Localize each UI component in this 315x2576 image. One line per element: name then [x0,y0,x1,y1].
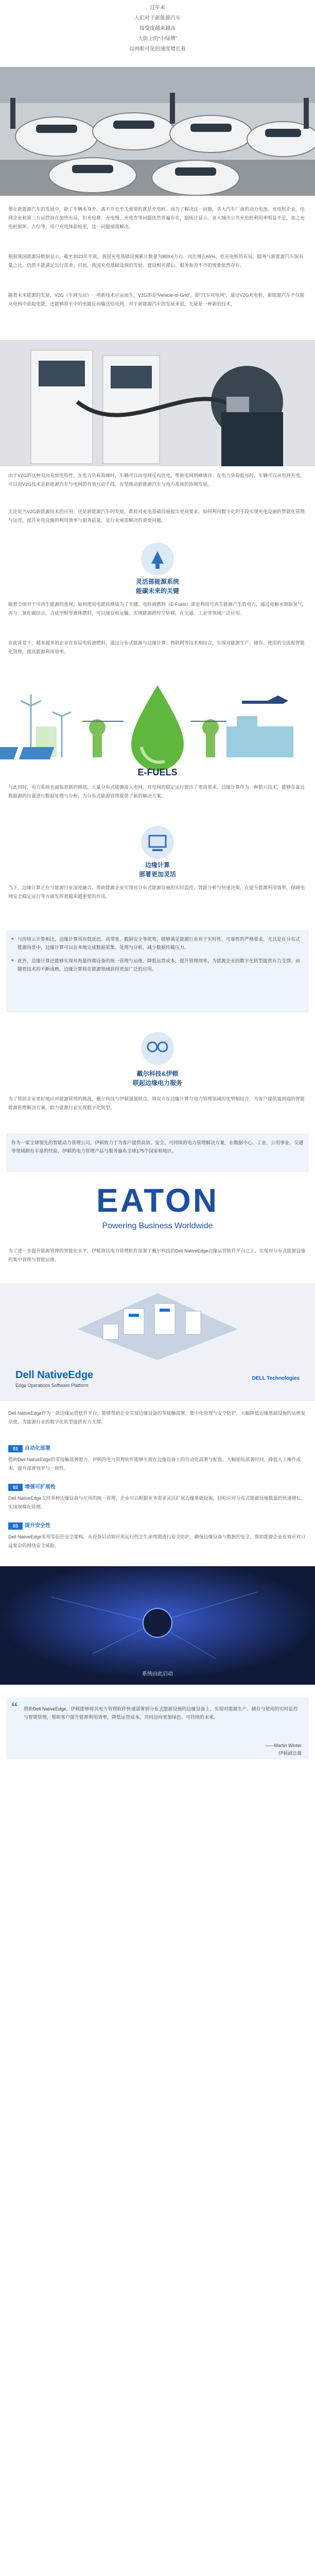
efuels-label: E-FUELS [137,767,178,777]
eaton-logo-text: EATON [96,1182,219,1219]
partnership-icon [137,1030,178,1066]
info-card [6,930,309,1012]
section-heading [0,577,315,596]
charging-station-photo [0,340,315,466]
ev-parking-photo [0,67,315,196]
eaton-logo [0,1180,315,1242]
intro-line: 大街上的“小绿牌” [137,36,178,42]
feature-title: 提升安全性 [25,1523,50,1529]
paragraph: 无论是当V2G新能源技术的应用，还是新能源汽车的发展，都将对充电基础设施提出更高要求，如何利用数字化的手段实现充电设施的智能化管理与运营，提升充电设施的利用效率与服务质量，是行业亟需解决的重要问题。 [8,509,305,523]
ev-parking-illustration [0,67,315,196]
video-player[interactable] [0,1566,315,1685]
video-caption: 系统由此启动 [142,1671,173,1677]
eaton-tagline: Powering Business Worldwide [102,1222,213,1230]
paragraph: 当下，边缘计算正在与能源行业深度融合，帮助能源企业实现对分布式能源设施的实时监控、智能分析与快速决策，在提升能源利用效率、保障电网安全稳定运行等方面发挥着越来越重要的作用。 [8,885,305,899]
feature-text: Dell NativeEdge采用零信任安全架构，从设备启动到应用运行的全生命周期进行安全防护，确保边缘设备与数据的安全，帮助能源企业有效应对日益复杂的网络安全威胁。 [8,1534,306,1548]
paragraph: 要在新能源汽车的发展中，除了车辆本身外，离不开也至关重要的就是充电桩。而为了解决这一问题，各大汽车厂商的动力电池、充电桩企业，电网企业和第三方运营商在加快布局，但充电难、充电慢、充电贵等问题依然普遍存在，据统计显示，各大城市公共充电桩利用率明显不足，加之充电桩损坏、占位等，用户充电体验较差，这一问题亟需解决。 [8,207,305,229]
section-heading-line: 部署更加灵活 [138,871,176,878]
dell-nativeedge-graphic [0,1283,315,1401]
intro-block [0,0,315,55]
intro-line: 人们对于新能源汽车 [134,15,181,21]
feature-number: 03 [8,1522,23,1530]
feature-number: 01 [8,1445,23,1452]
section-heading-line: 联起边缘电力服务 [132,1079,182,1087]
section-heading-line: 能碳未来的关键 [135,587,179,595]
intro-line: 接受度越来越高 [139,26,176,31]
intro-line: 以肉眼可见的速度增长着 [129,46,186,52]
paragraph: Dell NativeEdge作为一款边缘运营软件平台，能够帮助企业实现边缘设备的零接触部署、集中化管理与安全防护，大幅降低边缘基础设施的运维复杂度，为能源行业的数字化转型提供有力支撑。 [8,1411,306,1425]
feature-title: 自动化部署 [25,1446,50,1451]
section-heading [0,1069,315,1088]
dell-logo-text: Dell NativeEdge [15,1369,94,1381]
paragraph: 为了帮助企业更好地应对能源管理的挑战，戴尔科技与伊顿强强联合，将双方在边缘计算与电力管理领域的优势相结合，为客户提供端到端的智能能源管理解决方案，助力能源行业实现数字化转型。 [8,1096,305,1110]
section-heading-line: 灵活部能源系统 [135,578,179,585]
dell-brand: DELL Technologies [252,1376,300,1381]
feature-number: 02 [8,1484,23,1491]
paragraph: 随着全球对于可再生能源的重视，如何使用电能转换成为了关键。电转液燃料（E-Fuels）即是利用可再生能源产生的电力，通过电解水制取氢气，再与二氧化碳结合，合成甲醇等液体燃料，可以储存和运输，实现能源跨时空转移，在交通、工业等领域广泛应用。 [8,602,307,616]
eaton-card-text: 作为一家全球领先的智能动力管理公司，伊顿致力于为客户提供高效、安全、可持续的电力管理解决方案，在数据中心、工业、公用事业、交通等领域拥有丰富的经验，伊顿的电力管理产品与服务遍布全球175个国家和地区。 [11,1140,304,1154]
card-bullet: ■ 此外，边缘计算还能够实现对海量终端设备的统一管理与运维，降低运营成本，提升管理效率，为能源企业的数字化转型提供有力支撑。而随着技术的不断成熟，边缘计算将在能源领域获得更加广泛的应用。 [11,957,304,973]
paragraph: 与此同时，电力系统也面临着新的挑战，大量分布式能源接入电网，对电网的稳定运行提出了更高要求。边缘计算作为一种新兴技术，能够在靠近数据源的位置进行数据处理与分析，为分布式能源管理提供了新的解决方案。 [8,785,305,799]
paragraph: 在此背景下，越来越多的企业在布局电转液燃料，通过分布式能源与边缘计算、物联网等技术相结合，实现对能源生产、储存、使用的全流程智能化管理，提高能源利用效率。 [8,640,305,654]
eaton-card [6,1133,309,1172]
paragraph: 根据我国能源局数据显示，截至2023年年底，我国充电基础设施累计数量为859.6万台，同比增长65%，但充电桩的布局、服务与新能源汽车保有量之比，仍然不能满足出行需求。目前，我国充电基础设施的发展、建设相对滞后、服务参差不齐的现象依然存在。 [8,254,304,268]
quote-role: 伊顿副总裁 [278,1751,302,1756]
dell-sub-text: Edge Operations Software Platform [15,1383,89,1388]
paragraph: 为了进一步提升能源管理的智能化水平，伊顿将其电力管理软件部署于戴尔科技的Dell NativeEdge边缘运营软件平台之上，实现对分布式能源设施的集中管理与智能运维。 [8,1248,306,1262]
card-bullet: ■ 与传统云计算相比，边缘计算具有低延迟、高带宽、数据安全等优势，能够满足能源行业对于实时性、可靠性的严格要求，尤其是在分布式能源场景中，边缘计算可以在本地完成数据采集、处理与分析，减少数据传输压力。 [11,935,304,952]
feature-text: Dell NativeEdge支持多种边缘设备与应用的统一管理，企业可以根据业务需求灵活扩展边缘基础设施，轻松应对分布式能源设施数量的快速增长，实现规模化管理。 [8,1496,306,1510]
quote-text: 借助Dell NativeEdge，伊顿能够将其电力管理软件快速部署到分布式能源设施的边缘设备上，实现对能源生产、储存与使用的实时监控与智能管理，帮助客户提升能源利用效率，降低运营成本，共同迈向更加绿色、可持续的未来。 [24,1706,298,1720]
section-heading [0,860,315,879]
paragraph: 由于V2G的这种双向充放电特性，在电力负荷高峰时，车辆可以向电网反向送电，帮助电网削峰填谷；在电力负荷低谷时，车辆可以从电网充电，可以说V2G技术是新能源汽车与电网的有效互动手段，有望推动新能源汽车与电力系统的协调发展。 [8,473,305,487]
efuels-illustration [0,670,315,778]
quote-mark-icon: “ [11,1700,18,1716]
energy-system-icon [137,541,178,577]
paragraph: 随着未来能源的发展，V2G（车网互动）一项新技术应运而生，V2G即是“Vehicle-to-Grid”，即“汽车对电网”，通过V2G充电桩，新能源汽车不仅能从电网中获取电能，还能够将车中的电能反向输送给电网，对于新能源汽车的发展来说，无疑是一种新的技术。 [8,293,305,307]
section-heading-line: 戴尔科技&伊顿 [136,1070,179,1077]
quote-card [6,1698,309,1759]
edge-computing-icon [137,824,178,860]
intro-line: 过年来 [150,5,165,11]
isometric-edge-illustration [0,1283,315,1365]
feature-text: 借助Dell NativeEdge的零接触部署能力，伊顿的电力管理软件能够实现在边缘设备上的自动化部署与配置，大幅缩短部署时间，降低人工操作成本，提升部署效率与一致性。 [8,1457,301,1471]
feature-title: 增强可扩展性 [25,1484,56,1490]
quote-author: ——Martin Winter [265,1743,302,1748]
section-heading-line: 边缘计算 [145,861,170,869]
video-frame [0,1566,315,1685]
charging-station-illustration [0,340,315,466]
